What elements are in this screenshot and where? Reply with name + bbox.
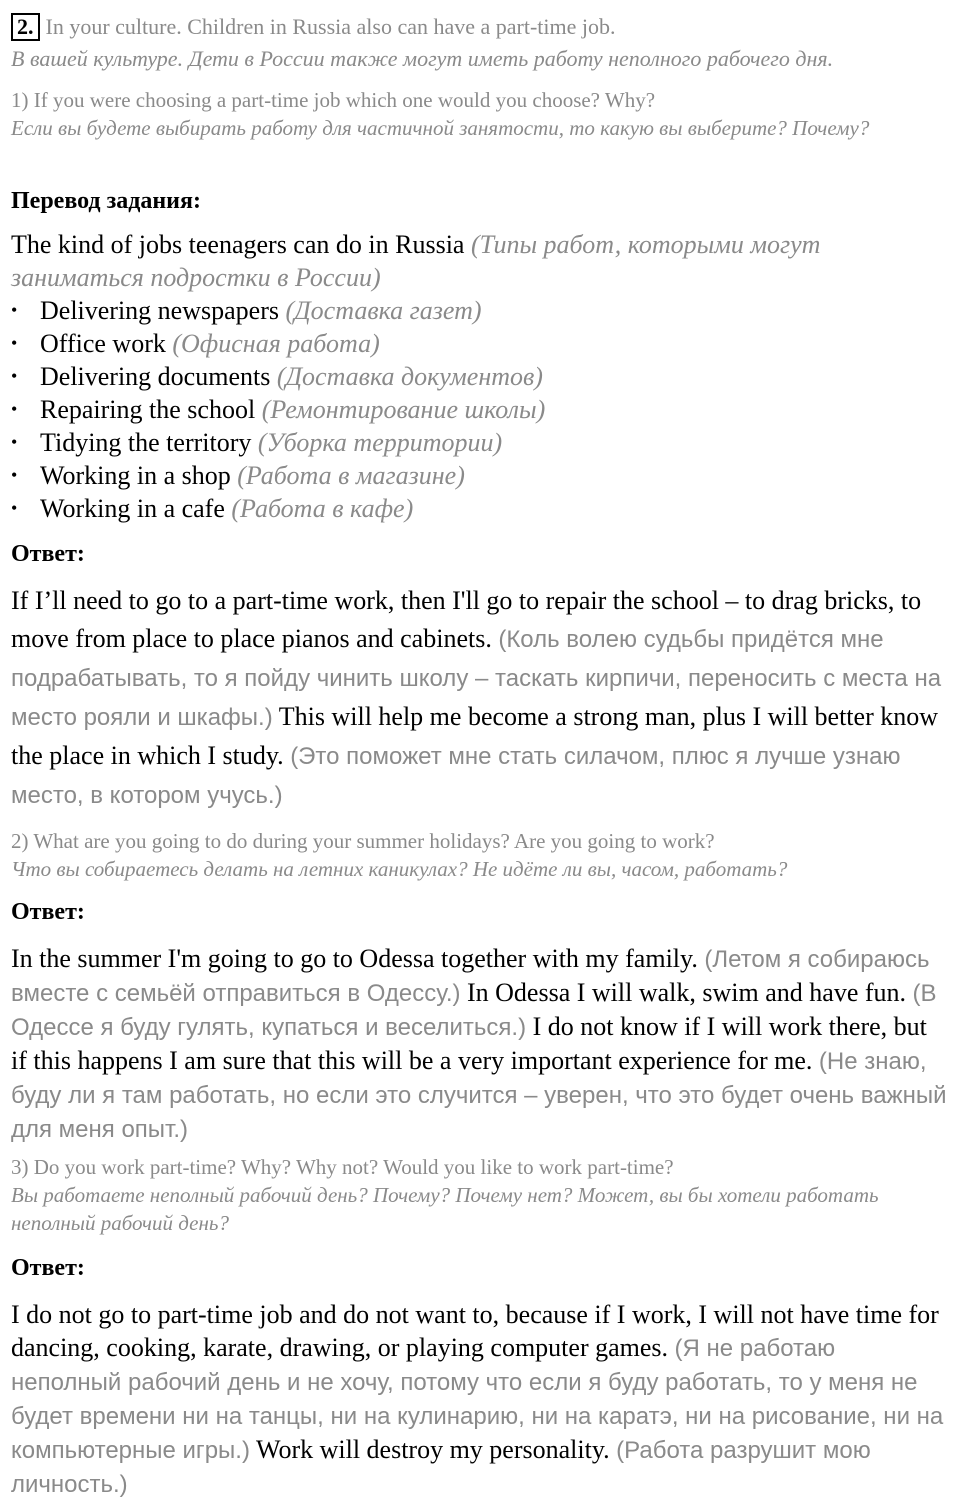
answer-3-en-1: I do not go to part-time job and do not want to, because if I work, I will not have time for dancing, cooking, karate, drawing, or playing computer games.	[11, 1300, 939, 1362]
translation-heading: Перевод задания:	[11, 188, 201, 214]
job-en: Delivering newspapers	[40, 296, 279, 325]
list-item	[11, 327, 947, 360]
answer-1-label: Ответ:	[11, 541, 85, 567]
bullet-icon: •	[11, 432, 18, 452]
answer-1-en-1: If I’ll need to go to a part-time work, then I'll go to repair the school – to drag bricks, to move from place to place pianos and cabinets.	[11, 586, 922, 653]
job-ru: (Офисная работа)	[172, 329, 380, 358]
job-ru: (Уборка территории)	[257, 428, 503, 457]
question-3	[11, 1153, 947, 1237]
job-ru: (Работа в кафе)	[231, 494, 414, 523]
jobs-intro-en: The kind of jobs teenagers can do in Russia	[11, 230, 465, 259]
jobs-list	[11, 294, 947, 525]
answer-2-label: Ответ:	[11, 899, 85, 925]
question-1	[11, 86, 947, 142]
bullet-icon: •	[11, 300, 18, 320]
answer-2-ru-1: (Летом я собираюсь вместе с семьёй отправиться в Одессу.)	[11, 946, 930, 1007]
answer-1-ru-2: (Это поможет мне стать силачом, плюс я лучше узнаю место, в котором учусь.)	[11, 743, 901, 809]
task-number-badge: 2.	[11, 13, 40, 41]
job-en: Tidying the territory	[40, 428, 252, 457]
question-3-en: 3) Do you work part-time? Why? Why not? Would you like to work part-time?	[11, 1155, 674, 1179]
job-en: Repairing the school	[40, 395, 256, 424]
job-en: Working in a cafe	[40, 494, 225, 523]
jobs-intro-ru: (Типы работ, которыми могут заниматься подростки в России)	[11, 230, 821, 292]
question-1-en: 1) If you were choosing a part-time job which one would you choose? Why?	[11, 88, 656, 112]
question-3-ru: Вы работаете неполный рабочий день? Почему? Почему нет? Может, вы бы хотели работать неполный рабочий день?	[11, 1183, 879, 1235]
answer-2	[11, 942, 947, 1146]
list-item	[11, 492, 947, 525]
answer-3-ru-2: (Работа разрушит мою личность.)	[11, 1437, 871, 1498]
answer-3	[11, 1298, 947, 1501]
bullet-icon: •	[11, 399, 18, 419]
task-title-en: In your culture. Children in Russia also can have a part-time job.	[45, 14, 616, 39]
answer-2-ru-2: (В Одессе я буду гулять, купаться и веселиться.)	[11, 980, 937, 1041]
job-ru: (Работа в магазине)	[237, 461, 465, 490]
answer-3-en-2: Work will destroy my personality.	[255, 1435, 610, 1464]
list-item	[11, 459, 947, 492]
answer-3-ru-1: (Я не работаю неполный рабочий день и не хочу, потому что если я буду работать, то у меня не будет времени ни на танцы, ни на кулинарию, ни на каратэ, ни на рисование, ни на компьютерные игры.)	[11, 1335, 944, 1464]
list-item	[11, 393, 947, 426]
answer-2-en-3: I do not know if I will work there, but if this happens I am sure that this will be a very important experience for me.	[11, 1012, 927, 1075]
job-en: Office work	[40, 329, 166, 358]
question-2-ru: Что вы собираетесь делать на летних каникулах? Не идёте ли вы, часом, работать?	[11, 857, 788, 881]
answer-1-en-2: This will help me become a strong man, plus I will better know the place in which I study.	[11, 702, 939, 770]
list-item	[11, 360, 947, 393]
answer-3-label: Ответ:	[11, 1255, 85, 1281]
answer-1	[11, 582, 947, 815]
answer-2-ru-3: (Не знаю, буду ли я там работать, но если это случится – уверен, что это будет очень важный для меня опыт.)	[11, 1048, 947, 1143]
question-1-ru: Если вы будете выбирать работу для частичной занятости, то какую вы выберите? Почему?	[11, 116, 870, 140]
task-title-ru: В вашей культуре. Дети в России также могут иметь работу неполного рабочего дня.	[11, 46, 834, 71]
question-2	[11, 827, 947, 883]
bullet-icon: •	[11, 366, 18, 386]
list-item	[11, 294, 947, 327]
job-en: Working in a shop	[40, 461, 231, 490]
answer-2-en-1: In the summer I'm going to go to Odessa together with my family.	[11, 944, 698, 973]
bullet-icon: •	[11, 333, 18, 353]
answer-2-en-2: In Odessa I will walk, swim and have fun.	[467, 978, 907, 1007]
bullet-icon: •	[11, 498, 18, 518]
job-en: Delivering documents	[40, 362, 271, 391]
task-header	[11, 12, 947, 42]
job-ru: (Доставка газет)	[285, 296, 482, 325]
jobs-intro	[11, 228, 947, 294]
job-ru: (Ремонтирование школы)	[261, 395, 546, 424]
list-item	[11, 426, 947, 459]
bullet-icon: •	[11, 465, 18, 485]
job-ru: (Доставка документов)	[276, 362, 543, 391]
answer-1-ru-1: (Коль волею судьбы придётся мне подрабатывать, то я пойду чинить школу – таскать кирпичи, переносить с места на место рояли и шкафы.)	[11, 626, 942, 731]
question-2-en: 2) What are you going to do during your summer holidays? Are you going to work?	[11, 829, 715, 853]
